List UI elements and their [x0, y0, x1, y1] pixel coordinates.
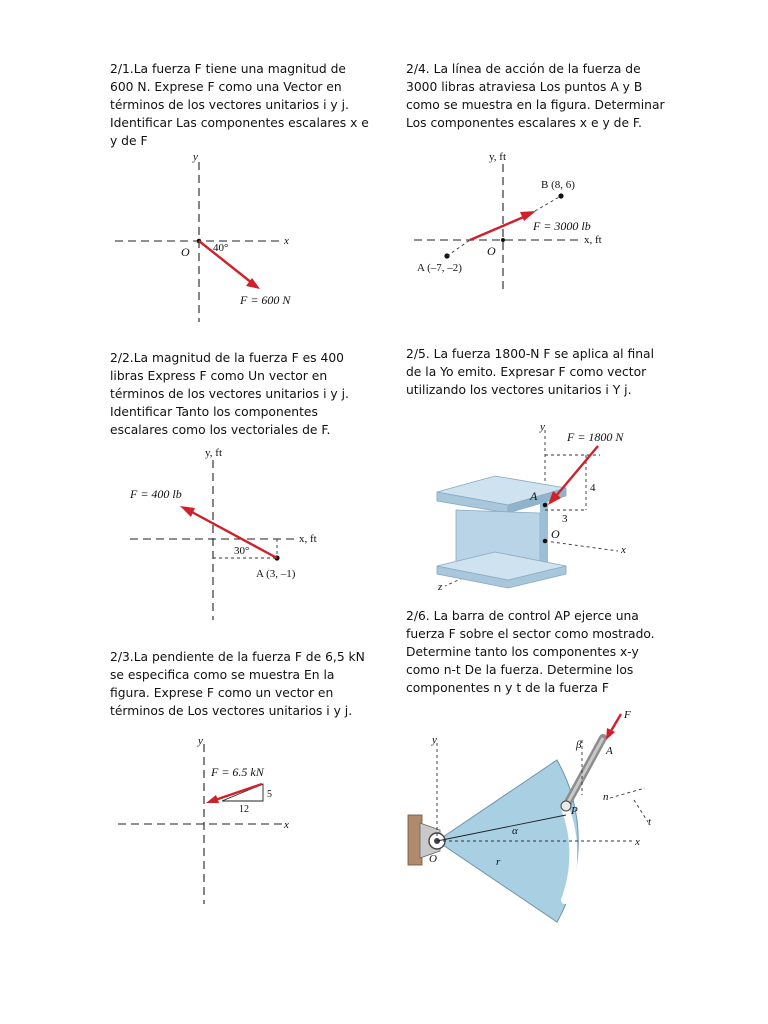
force-label: F = 1800 N: [567, 430, 624, 444]
problem-2-5-text: 2/5. La fuerza 1800-N F se aplica al final de la Yo emito. Expresar F como vector utilizando los vectores unitarios i Y j.: [406, 347, 654, 397]
problem-2-2-text: 2/2.La magnitud de la fuerza F es 400 libras Express F como Un vector en términos de los vectores unitarios i y j. Identificar Tanto los componentes escalares como los vectoriales de F.: [110, 351, 349, 437]
r-label: r: [496, 856, 501, 868]
problem-2-1-text: 2/1.La fuerza F tiene una magnitud de 600 N. Exprese F como una Vector en términos de los vectores unitarios i y j. Identificar Las componentes escalares x e y de F: [110, 62, 369, 148]
y-label: y: [432, 734, 437, 746]
point-a-label: A (3, –1): [256, 568, 296, 580]
point-a-label: A (–7, –2): [417, 262, 462, 274]
dim-vertical: 4: [590, 482, 596, 494]
n-label: n: [603, 791, 609, 803]
dim-horizontal: 3: [562, 513, 568, 525]
y-label: y, ft: [489, 151, 507, 163]
problem-2-3-text: 2/3.La pendiente de la fuerza F de 6,5 kN se especifica como se muestra En la figura. Exprese F como un vector en términos de Los vectores unitarios i y j.: [110, 650, 365, 718]
pin-p: [561, 801, 571, 811]
x-label: x: [284, 235, 289, 247]
force-label: F = 6.5 kN: [211, 765, 264, 779]
x-label: x, ft: [299, 533, 317, 545]
point-a-label: A: [530, 489, 538, 503]
f-label: F: [624, 709, 631, 721]
angle-label: 30°: [234, 545, 250, 557]
angle-label: 40°: [213, 242, 229, 254]
y-label: y: [193, 151, 198, 163]
p-label: P: [571, 805, 578, 817]
origin-label: O: [487, 244, 496, 258]
point-b-label: B (8, 6): [541, 179, 575, 191]
force-label: F = 3000 lb: [533, 219, 591, 233]
origin-label: O: [551, 527, 560, 541]
x-label: x: [284, 819, 289, 831]
slope-rise: 5: [267, 789, 272, 800]
x-label: x, ft: [584, 234, 602, 246]
problem-2-4-text: 2/4. La línea de acción de la fuerza de 3000 libras atraviesa Los puntos A y B como se muestra en la figura. Determinar Los componentes escalares x e y de F.: [406, 62, 665, 130]
problem-2-6-text: 2/6. La barra de control AP ejerce una fuerza F sobre el sector como mostrado. Determine tanto los componentes x-y como n-t De la fuerza. Determine los componentes n y t de la fuerza F: [406, 609, 655, 695]
alpha-label: α: [512, 825, 518, 837]
slope-run: 12: [239, 804, 249, 815]
origin-label: O: [181, 245, 190, 259]
beta-label: β: [576, 739, 582, 751]
origin-label: O: [429, 853, 437, 865]
y-label: y, ft: [205, 447, 223, 459]
force-label: F = 400 lb: [130, 487, 182, 501]
force-label: F = 600 N: [240, 293, 291, 307]
arrowhead: [606, 728, 615, 740]
force-vector: [611, 714, 621, 731]
y-label: y: [198, 735, 203, 747]
t-label: t: [648, 816, 652, 828]
x-label: x: [621, 544, 626, 556]
a-label: A: [606, 745, 613, 757]
y-label: y: [540, 421, 545, 433]
x-label: x: [635, 836, 640, 848]
z-label: z: [438, 581, 443, 593]
